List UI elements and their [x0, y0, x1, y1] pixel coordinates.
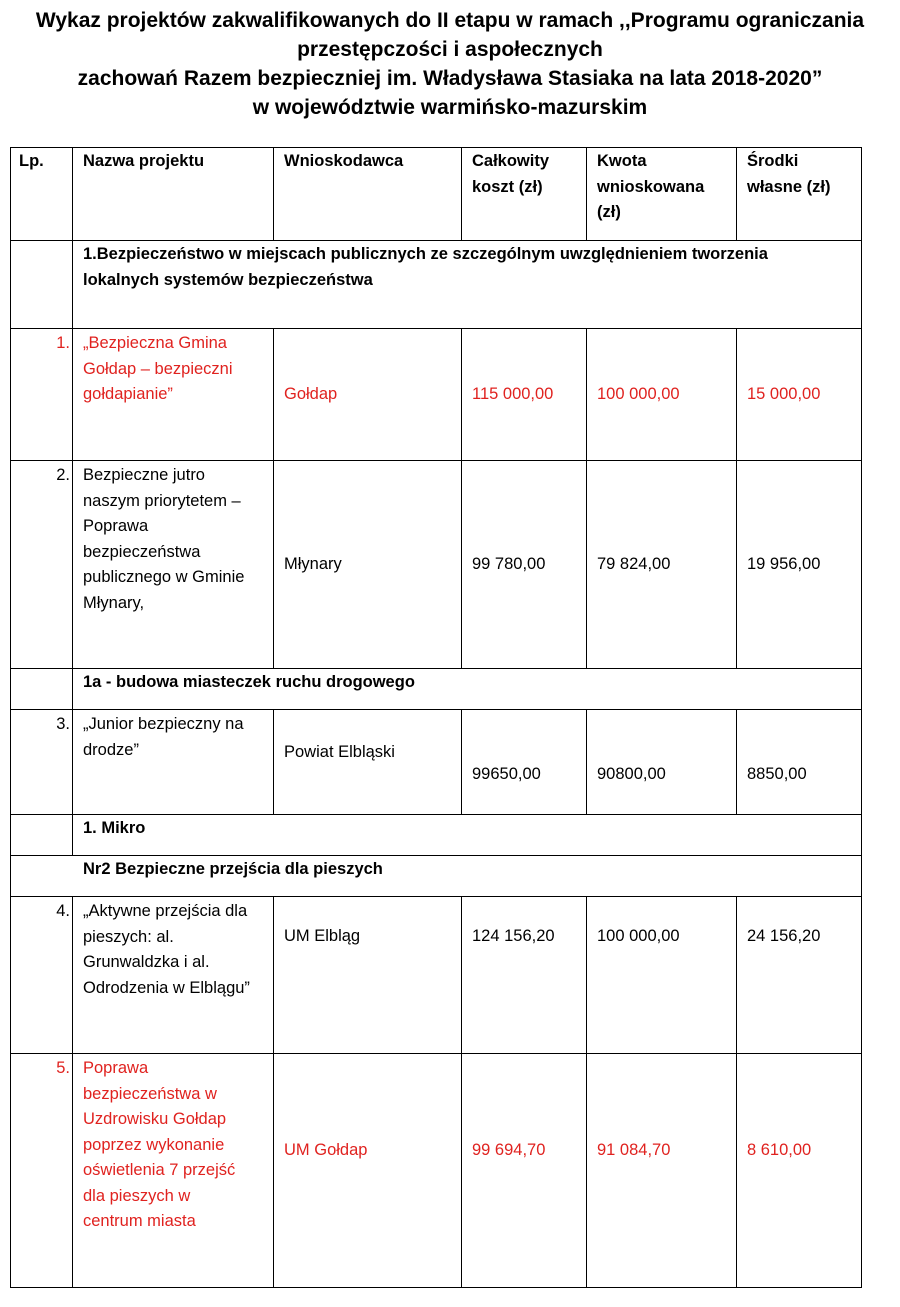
section-text: 1.Bezpieczeństwo w miejscach publicznych ze szczególnym uwzględnieniem tworzenia	[83, 245, 768, 263]
header-text: koszt (zł)	[472, 177, 543, 196]
section-row	[11, 241, 862, 329]
table-row	[11, 1054, 862, 1288]
header-lp: Lp.	[11, 148, 73, 241]
header-text: własne (zł)	[747, 177, 831, 196]
name-line: drodze”	[83, 740, 139, 759]
row-number: 5.	[11, 1054, 73, 1288]
section-row	[11, 856, 862, 897]
requested-amount: 91 084,70	[587, 1054, 737, 1288]
row-number: 2.	[11, 461, 73, 669]
applicant: Powiat Elbląski	[274, 710, 462, 815]
title-line: Wykaz projektów zakwalifikowanych do II etapu w ramach ,,Programu ograniczania	[35, 9, 865, 32]
table-row	[11, 461, 862, 669]
total-cost: 115 000,00	[462, 329, 587, 461]
name-line: bezpieczeństwa	[83, 542, 201, 561]
applicant: UM Gołdap	[274, 1054, 462, 1288]
section-text: lokalnych systemów bezpieczeństwa	[83, 270, 373, 289]
name-line: Poprawa	[83, 1059, 149, 1077]
name-line: poprzez wykonanie	[83, 1135, 225, 1154]
name-line: centrum miasta	[83, 1212, 196, 1230]
name-line: oświetlenia 7 przejść	[83, 1161, 236, 1179]
name-line: Odrodzenia w Elblągu”	[83, 978, 250, 997]
header-text: Kwota	[597, 152, 647, 170]
document-title	[0, 6, 900, 122]
section-title	[73, 241, 862, 329]
name-line: Poprawa	[83, 517, 149, 535]
section-row	[11, 669, 862, 710]
name-line: Grunwaldzka i al.	[83, 953, 210, 971]
requested-amount: 90800,00	[587, 710, 737, 815]
applicant: UM Elbląg	[274, 897, 462, 1054]
empty-cell	[11, 669, 73, 710]
section-row	[11, 815, 862, 856]
name-line: Uzdrowisku Gołdap	[83, 1110, 227, 1128]
title-line: zachowań Razem bezpieczniej im. Władysława Stasiaka na lata 2018-2020”	[77, 67, 823, 90]
own-funds: 24 156,20	[737, 897, 862, 1054]
requested-amount: 79 824,00	[587, 461, 737, 669]
name-line: naszym priorytetem –	[83, 491, 241, 510]
name-line: gołdapianie”	[83, 385, 173, 403]
empty-cell	[11, 815, 73, 856]
own-funds: 19 956,00	[737, 461, 862, 669]
header-requested-amount	[587, 148, 737, 241]
title-line: w województwie warmińsko-mazurskim	[252, 96, 648, 119]
header-text: Środki	[747, 152, 799, 170]
project-name	[73, 710, 274, 815]
section-title: 1. Mikro	[73, 815, 862, 856]
requested-amount: 100 000,00	[587, 897, 737, 1054]
row-number: 3.	[11, 710, 73, 815]
name-line: dla pieszych w	[83, 1186, 191, 1205]
table-row	[11, 897, 862, 1054]
name-line: bezpieczeństwa w	[83, 1084, 217, 1103]
header-total-cost	[462, 148, 587, 241]
name-line: „Junior bezpieczny na	[83, 715, 244, 733]
own-funds: 15 000,00	[737, 329, 862, 461]
header-row	[11, 148, 862, 241]
name-line: pieszych: al.	[83, 927, 174, 946]
own-funds: 8 610,00	[737, 1054, 862, 1288]
name-line: publicznego w Gminie	[83, 568, 245, 586]
applicant: Młynary	[274, 461, 462, 669]
name-line: Bezpieczne jutro	[83, 466, 205, 484]
table-row	[11, 710, 862, 815]
section-title: 1a - budowa miasteczek ruchu drogowego	[73, 669, 862, 710]
header-own-funds	[737, 148, 862, 241]
header-project-name: Nazwa projektu	[73, 148, 274, 241]
project-name	[73, 461, 274, 669]
name-line: Gołdap – bezpieczni	[83, 359, 233, 378]
project-name	[73, 897, 274, 1054]
requested-amount: 100 000,00	[587, 329, 737, 461]
project-name	[73, 1054, 274, 1288]
projects-table	[10, 147, 862, 1288]
name-line: Młynary,	[83, 593, 145, 612]
header-text: Całkowity	[472, 152, 550, 170]
applicant: Gołdap	[274, 329, 462, 461]
header-applicant: Wnioskodawca	[274, 148, 462, 241]
total-cost: 99650,00	[462, 710, 587, 815]
header-text: wnioskowana	[597, 177, 705, 196]
section-title: Nr2 Bezpieczne przejścia dla pieszych	[11, 856, 862, 897]
name-line: „Bezpieczna Gmina	[83, 334, 227, 352]
project-name	[73, 329, 274, 461]
name-line: „Aktywne przejścia dla	[83, 902, 248, 920]
empty-cell	[11, 241, 73, 329]
total-cost: 99 694,70	[462, 1054, 587, 1288]
total-cost: 124 156,20	[462, 897, 587, 1054]
row-number: 4.	[11, 897, 73, 1054]
title-line: przestępczości i aspołecznych	[297, 38, 603, 61]
own-funds: 8850,00	[737, 710, 862, 815]
total-cost: 99 780,00	[462, 461, 587, 669]
table-row	[11, 329, 862, 461]
row-number: 1.	[11, 329, 73, 461]
header-text: (zł)	[597, 203, 621, 221]
